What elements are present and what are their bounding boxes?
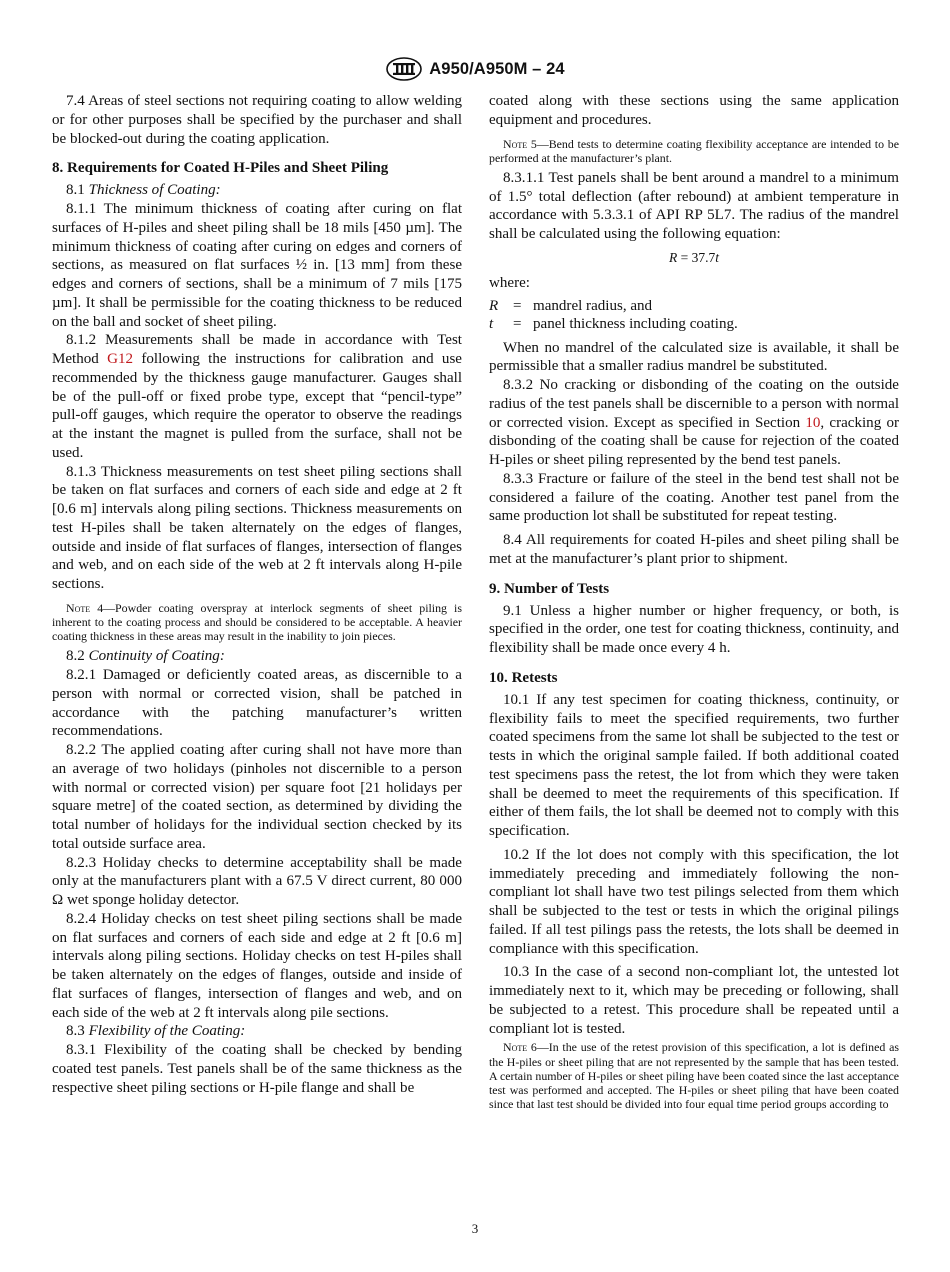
- note-6: [489, 1040, 899, 1111]
- page-header: [0, 56, 950, 82]
- paragraph-8-2-3: 8.2.3 Holiday checks to determine acceptability shall be made only at the manufacturers plant with a 67.5 V direct current, 80 000 Ω wet sponge holiday detector.: [52, 854, 462, 909]
- right-column: [489, 92, 899, 1115]
- note-4-text: —Powder coating overspray at interlock segments of sheet piling is inherent to the coating process and should be considered to be acceptable. A heavier coating thickness in these areas may result in the inability to join pieces.: [52, 600, 462, 644]
- paragraph-10-1: 10.1 If any test specimen for coating thickness, continuity, or flexibility fails to meet the specified requirements, two further coated specimens from the same lot shall be subjected to the test or tests in which the original sample failed. If both additional coated test specimens pass the retest, the lot from which they were taken shall be deemed to meet the requirements of this specification. If either of them fails, the lot shall be deemed not to comply with this specification.: [489, 691, 899, 840]
- document-designation: A950/A950M – 24: [429, 59, 565, 78]
- note-6-label: Note 6: [503, 1040, 537, 1055]
- definition-row: [489, 297, 899, 316]
- note-6-text: —In the use of the retest provision of this specification, a lot is defined as the H-piles or sheet piling that are not represented by the sample that has been tested. A certain number of H-piles or sheet piling have been coated since the last acceptance test was performed and accepted. The H-piles or sheet piling that have been coated since that last test should be divided into four equal time period groups according to: [489, 1040, 899, 1112]
- definition-row: [489, 315, 899, 334]
- subsection-8-3-title: Flexibility of the Coating:: [88, 1023, 246, 1040]
- paragraph-9-1: 9.1 Unless a higher number or higher frequency, or both, is specified in the order, one test for coating thickness, continuity, and flexibility shall be made once every 4 h.: [489, 602, 899, 657]
- paragraph-8-3-3: 8.3.3 Fracture or failure of the steel in the bend test shall not be considered a failure of the coating. Another test panel from the same production lot shall be substituted for repeat testing.: [489, 470, 899, 525]
- definition-equals: =: [513, 316, 522, 333]
- paragraph-8-3-2-part2: , cracking or disbonding of the coating shall be cause for rejection of the coated H-piles or sheet piling represented by the bend test panels.: [489, 414, 899, 469]
- paragraph-8-1-2-part2: following the instructions for calibration and use recommended by the thickness gauge manufacturer. Gauges shall be of the pull-off or fixed probe type, except that “pencil-type” pull-off gauges, which require the operator to observe the readings at the instant the magnet is pulled from the surface, shall not be used.: [52, 351, 462, 461]
- subsection-8-1-number: 8.1: [66, 182, 85, 199]
- paragraph-8-2-4: 8.2.4 Holiday checks on test sheet piling sections shall be made on flat surfaces and corners of each side and edge at 2 ft [0.6 m] intervals along piling sections. Holiday checks on test H-piles shall be taken alternately on the edges of flanges, outside and inside of flat surfaces of flanges, intersection of flanges and web, and on each side of the web at 2 ft intervals along pile sections.: [52, 910, 462, 1021]
- section-9-heading: 9. Number of Tests: [489, 580, 610, 597]
- note-4-label: Note 4: [66, 600, 104, 615]
- paragraph-7-4: 7.4 Areas of steel sections not requiring coating to allow welding or for other purposes shall be specified by the purchaser and shall be blocked-out during the coating application.: [52, 93, 462, 147]
- where-label: where:: [489, 274, 530, 291]
- mandrel-equation: [489, 250, 899, 266]
- note-5-text: —Bend tests to determine coating flexibility acceptance are intended to be performed at the manufacturer’s plant.: [489, 136, 900, 165]
- paragraph-10-3: 10.3 In the case of a second non-compliant lot, the untested lot immediately next to it, which may be preceding or following, shall be subjected to a retest. This procedure shall be repeated until a compliant lot is tested.: [489, 964, 899, 1037]
- note-5: [489, 137, 899, 165]
- note-5-label: Note 5: [503, 136, 537, 151]
- subsection-8-3-heading: [52, 1022, 462, 1041]
- paragraph-8-3-1: 8.3.1 Flexibility of the coating shall be checked by bending coated test panels. Test panels shall be of the same thickness as the respective sheet piling sections or H-pile flange and shall be: [52, 1042, 462, 1096]
- definition-equals: =: [513, 297, 522, 314]
- section-10-heading: 10. Retests: [489, 669, 558, 686]
- paragraph-8-1-1: 8.1.1 The minimum thickness of coating after curing on flat surfaces of H-piles and sheet piling shall be 18 mils [450 µm]. The minimum thickness of coating after curing on edges and corners of sections, as measured on flat surfaces ½ in. [13 mm] from these edges and corners of sections, shall be a minimum of 7 mils [175 µm]. It shall be permissible for the coating thickness to be reduced on the ball and socket of sheet piling.: [52, 201, 462, 330]
- subsection-8-1-title: Thickness of Coating:: [88, 182, 221, 199]
- section-10-reference-link[interactable]: 10: [805, 414, 821, 431]
- equation-rhs: t: [715, 249, 719, 265]
- equation-coefficient: = 37.7: [677, 249, 716, 265]
- definition-text: panel thickness including coating.: [533, 316, 738, 333]
- paragraph-8-3-2: [489, 376, 899, 470]
- g12-reference-link[interactable]: G12: [107, 351, 134, 367]
- left-column: [52, 92, 462, 1097]
- paragraph-8-1-2-part1: 8.1.2 Measurements shall be made in accordance with Test Method: [52, 332, 462, 367]
- paragraph-8-1-3: 8.1.3 Thickness measurements on test sheet piling sections shall be taken on flat surfaces and corners of each side and edge at 2 ft [0.6 m] intervals along piling sections. Thickness measurements on test H-piles shall be taken alternately on the edges of flanges, outside and inside of flat surfaces of flanges, intersection of flanges and web, and on each side of the web at 2 ft intervals along H-pile sections.: [52, 463, 462, 592]
- paragraph-8-3-1-continued: coated along with these sections using the same application equipment and procedures.: [489, 93, 899, 128]
- definition-symbol: t: [489, 316, 494, 333]
- paragraph-10-2: 10.2 If the lot does not comply with this specification, the lot immediately preceding and immediately following the non-compliant lot shall have two test pilings selected from them which shall be subjected to the test or tests in which the original pilings failed. If all test pilings pass the retests, the lots shall be deemed in compliance with this specification.: [489, 846, 899, 957]
- section-8-heading: 8. Requirements for Coated H-Piles and Sheet Piling: [52, 160, 389, 177]
- paragraph-8-3-2-part1: 8.3.2 No cracking or disbonding of the coating on the outside radius of the test panels shall be discernible to a person with normal or corrected vision. Except as specified in Section: [489, 377, 899, 431]
- paragraph-mandrel-substitution: When no mandrel of the calculated size is available, it shall be permissible that a smaller radius mandrel be substituted.: [489, 339, 899, 375]
- subsection-8-1-heading: [52, 181, 462, 200]
- paragraph-8-3-1-1: 8.3.1.1 Test panels shall be bent around a mandrel to a minimum of 1.5° total deflection (after rebound) at ambient temperature in accordance with 5.3.3.1 of API RP 5L7. The radius of the mandrel shall be calculated using the following equation:: [489, 169, 899, 243]
- variable-definitions: [489, 297, 899, 334]
- subsection-8-2-title: Continuity of Coating:: [88, 648, 225, 665]
- note-4: [52, 601, 462, 644]
- paragraph-8-2-2: 8.2.2 The applied coating after curing shall not have more than an average of two holidays (pinholes not discernible to a person with normal or corrected vision) per square foot [21 holidays per square metre] of the coated section, as determined by dividing the total number of holidays for the individual section checked by its total outside surface area.: [52, 742, 462, 852]
- paragraph-8-2-1: 8.2.1 Damaged or deficiently coated areas, as discernible to a person with normal or corrected vision, shall be patched in accordance with the patching manufacturer’s written recommendations.: [52, 667, 462, 740]
- astm-logo-icon: [385, 57, 423, 81]
- equation-lhs: R: [668, 249, 678, 265]
- definition-text: mandrel radius, and: [533, 297, 653, 314]
- subsection-8-3-number: 8.3: [66, 1023, 85, 1040]
- subsection-8-2-number: 8.2: [66, 648, 85, 665]
- paragraph-8-1-2: [52, 331, 462, 462]
- definition-symbol: R: [489, 297, 499, 314]
- page-number: 3: [471, 1221, 479, 1236]
- paragraph-8-4: 8.4 All requirements for coated H-piles and sheet piling shall be met at the manufacturer’s plant prior to shipment.: [489, 532, 899, 567]
- subsection-8-2-heading: [52, 647, 462, 666]
